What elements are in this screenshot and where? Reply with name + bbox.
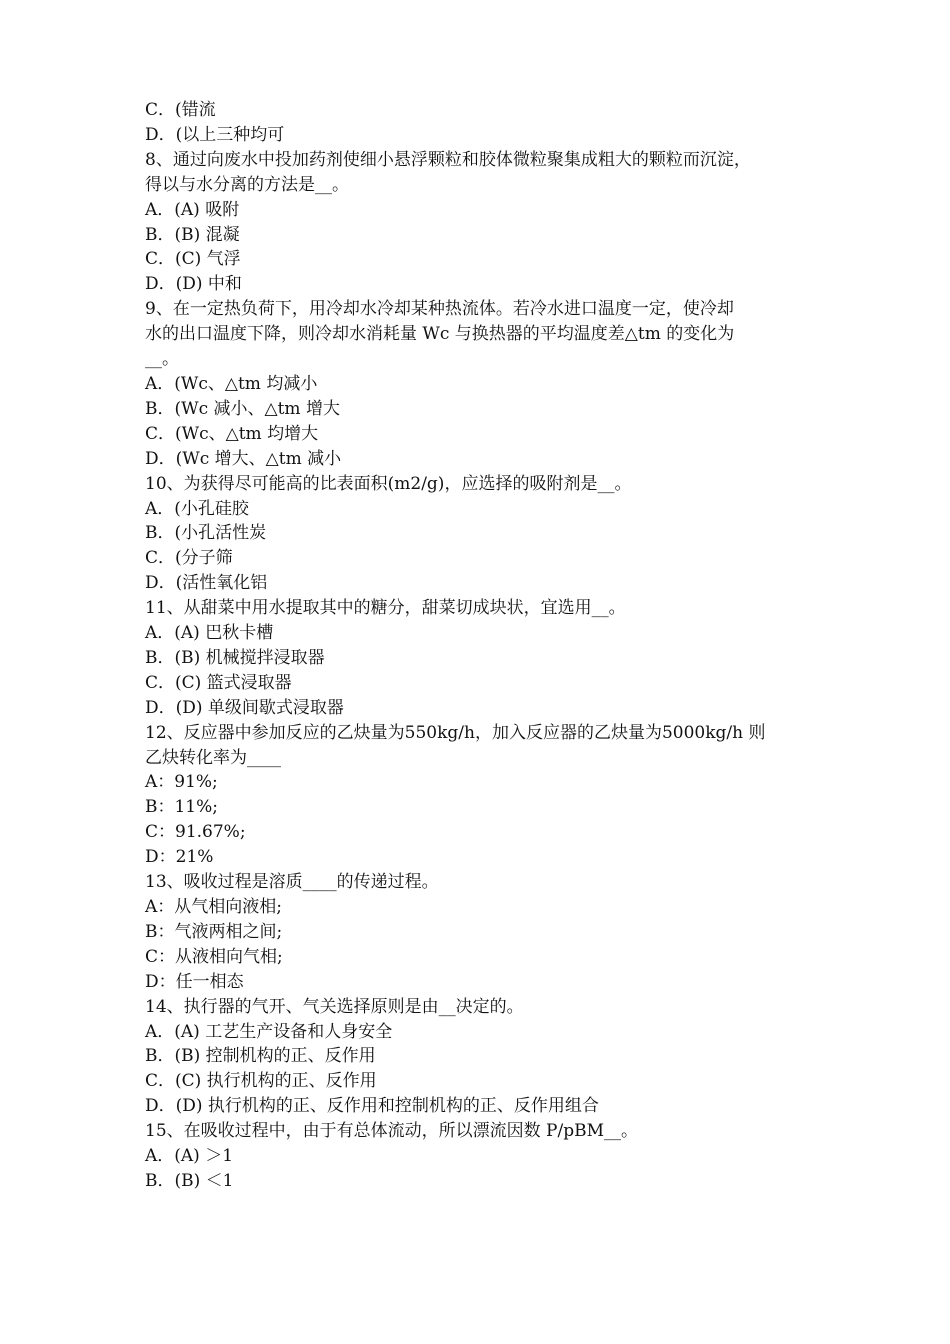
option-a-q8: A．(A) 吸附 xyxy=(145,199,240,220)
question-14: 14、执行器的气开、气关选择原则是由__决定的。 xyxy=(145,996,524,1017)
question-12-line-2: 乙炔转化率为____ xyxy=(145,747,281,768)
question-12-line-1: 12、反应器中参加反应的乙炔量为550kg/h，加入反应器的乙炔量为5000kg/h 则 xyxy=(145,722,766,743)
option-d-q13: D：任一相态 xyxy=(145,971,244,992)
question-9-line-2: 水的出口温度下降，则冷却水消耗量 Wc 与换热器的平均温度差△tm 的变化为 xyxy=(145,324,735,345)
option-a-q12: A：91%; xyxy=(145,772,218,793)
option-a-q13: A：从气相向液相; xyxy=(145,897,283,917)
option-b-q9: B．(Wc 减小、△tm 增大 xyxy=(145,398,340,419)
option-b-q12: B：11%; xyxy=(145,797,219,818)
option-c-q14: C．(C) 执行机构的正、反作用 xyxy=(145,1071,377,1092)
option-a-q15: A．(A) ＞1 xyxy=(145,1146,234,1167)
option-b-q10: B．(小孔活性炭 xyxy=(145,523,267,544)
option-b-q15: B．(B) ＜1 xyxy=(145,1170,234,1191)
option-b-q8: B．(B) 混凝 xyxy=(145,224,240,245)
question-9-line-1: 9、在一定热负荷下，用冷却水冷却某种热流体。若冷水进口温度一定，使冷却 xyxy=(145,299,734,320)
question-13: 13、吸收过程是溶质____的传递过程。 xyxy=(145,872,439,893)
option-d-q14: D．(D) 执行机构的正、反作用和控制机构的正、反作用组合 xyxy=(145,1096,599,1117)
option-d-q10: D．(活性氧化铝 xyxy=(145,573,268,594)
option-d-q8: D．(D) 中和 xyxy=(145,274,242,295)
option-c-q10: C．(分子筛 xyxy=(145,548,233,569)
option-a-q9: A．(Wc、△tm 均减小 xyxy=(145,373,318,394)
option-c-q7: C．(错流 xyxy=(145,100,216,120)
option-d-q9: D．(Wc 增大、△tm 减小 xyxy=(145,448,342,469)
option-a-q10: A．(小孔硅胶 xyxy=(145,498,249,519)
option-c-q12: C：91.67%; xyxy=(145,822,246,843)
question-8-line-2: 得以与水分离的方法是__。 xyxy=(145,174,349,195)
document-body xyxy=(145,98,810,1194)
option-d-q11: D．(D) 单级间歇式浸取器 xyxy=(145,697,344,718)
question-10: 10、为获得尽可能高的比表面积(m2/g)，应选择的吸附剂是__。 xyxy=(145,473,632,494)
option-b-q14: B．(B) 控制机构的正、反作用 xyxy=(145,1046,376,1067)
option-b-q11: B．(B) 机械搅拌浸取器 xyxy=(145,647,325,668)
question-11: 11、从甜菜中用水提取其中的糖分，甜菜切成块状，宜选用__。 xyxy=(145,598,626,619)
option-c-q8: C．(C) 气浮 xyxy=(145,249,241,270)
question-8-line-1: 8、通过向废水中投加药剂使细小悬浮颗粒和胶体微粒聚集成粗大的颗粒而沉淀， xyxy=(145,149,751,170)
option-c-q11: C．(C) 篮式浸取器 xyxy=(145,672,292,693)
question-15: 15、在吸收过程中，由于有总体流动，所以漂流因数 P/pBM__。 xyxy=(145,1121,638,1142)
question-9-line-3: __。 xyxy=(145,349,179,370)
option-c-q9: C．(Wc、△tm 均增大 xyxy=(145,423,319,444)
option-d-q7: D．(以上三种均可 xyxy=(145,124,285,145)
option-c-q13: C：从液相向气相; xyxy=(145,946,283,967)
option-d-q12: D：21% xyxy=(145,847,214,868)
option-a-q11: A．(A) 巴秋卡槽 xyxy=(145,623,274,644)
option-b-q13: B：气液两相之间; xyxy=(145,921,283,942)
option-a-q14: A．(A) 工艺生产设备和人身安全 xyxy=(145,1021,393,1042)
